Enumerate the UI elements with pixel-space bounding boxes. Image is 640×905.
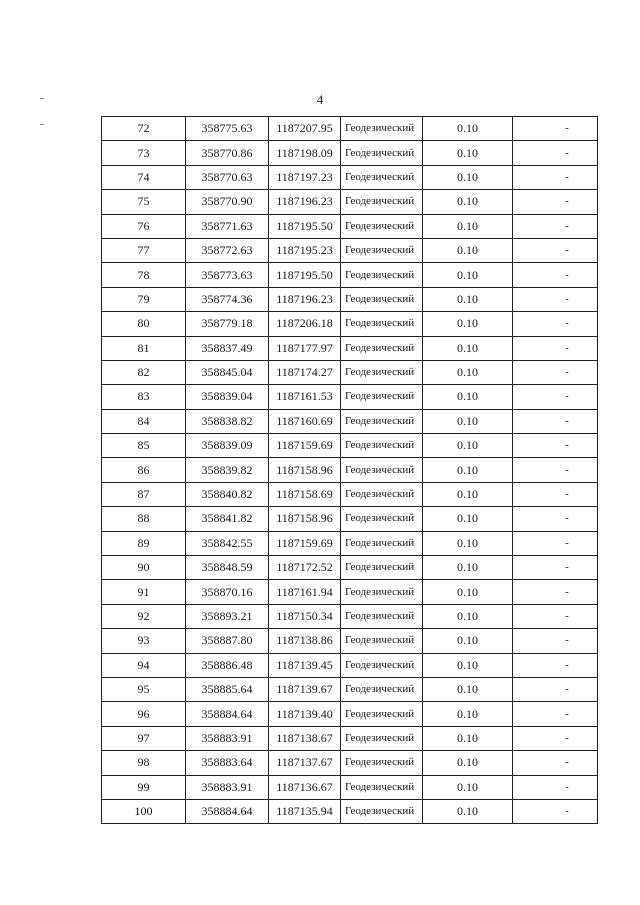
table-row [102,141,598,165]
table-row [102,799,598,823]
x-coordinate-cell: 358773.63 [186,263,269,287]
y-coordinate-cell: 1187207.95 [269,117,341,141]
method-cell: Геодезический [341,434,423,458]
y-coordinate-cell: 1187137.67 [269,751,341,775]
accuracy-cell: 0.10 [423,799,513,823]
method-cell: Геодезический [341,751,423,775]
y-coordinate-cell: 1187174.27 [269,360,341,384]
point-number-cell: 100 [102,799,186,823]
y-coordinate-cell: 1187177.97 [269,336,341,360]
note-cell: - [513,409,598,433]
table-row [102,775,598,799]
table-row [102,165,598,189]
note-cell: - [513,141,598,165]
table-row [102,263,598,287]
accuracy-cell: 0.10 [423,775,513,799]
point-number-cell: 83 [102,385,186,409]
method-cell: Геодезический [341,629,423,653]
table-row [102,580,598,604]
accuracy-cell: 0.10 [423,580,513,604]
x-coordinate-cell: 358839.09 [186,434,269,458]
point-number-cell: 97 [102,726,186,750]
x-coordinate-cell: 358884.64 [186,799,269,823]
x-coordinate-cell: 358840.82 [186,482,269,506]
accuracy-cell: 0.10 [423,556,513,580]
x-coordinate-cell: 358770.90 [186,190,269,214]
y-coordinate-cell: 1187159.69 [269,531,341,555]
point-number-cell: 98 [102,751,186,775]
method-cell: Геодезический [341,214,423,238]
method-cell: Геодезический [341,799,423,823]
table-row [102,409,598,433]
note-cell: - [513,677,598,701]
accuracy-cell: 0.10 [423,507,513,531]
method-cell: Геодезический [341,726,423,750]
y-coordinate-cell: 1187158.69 [269,482,341,506]
x-coordinate-cell: 358772.63 [186,238,269,262]
y-coordinate-cell: 1187161.53 [269,385,341,409]
y-coordinate-cell: 1187150.34 [269,604,341,628]
x-coordinate-cell: 358775.63 [186,117,269,141]
note-cell: - [513,360,598,384]
method-cell: Геодезический [341,336,423,360]
point-number-cell: 80 [102,312,186,336]
accuracy-cell: 0.10 [423,360,513,384]
x-coordinate-cell: 358838.82 [186,409,269,433]
method-cell: Геодезический [341,385,423,409]
note-cell: - [513,629,598,653]
note-cell: - [513,799,598,823]
note-cell: - [513,653,598,677]
table-row [102,190,598,214]
table-body [102,117,598,824]
accuracy-cell: 0.10 [423,287,513,311]
x-coordinate-cell: 358770.63 [186,165,269,189]
accuracy-cell: 0.10 [423,629,513,653]
point-number-cell: 99 [102,775,186,799]
accuracy-cell: 0.10 [423,385,513,409]
x-coordinate-cell: 358845.04 [186,360,269,384]
point-number-cell: 81 [102,336,186,360]
y-coordinate-cell: 1187159.69 [269,434,341,458]
point-number-cell: 93 [102,629,186,653]
x-coordinate-cell: 358771.63 [186,214,269,238]
method-cell: Геодезический [341,482,423,506]
accuracy-cell: 0.10 [423,141,513,165]
table-row [102,604,598,628]
y-coordinate-cell: 1187195.23 [269,238,341,262]
x-coordinate-cell: 358883.91 [186,775,269,799]
x-coordinate-cell: 358883.64 [186,751,269,775]
table-row [102,336,598,360]
x-coordinate-cell: 358893.21 [186,604,269,628]
table-row [102,360,598,384]
note-cell: - [513,117,598,141]
table-row [102,312,598,336]
table-row [102,214,598,238]
method-cell: Геодезический [341,312,423,336]
x-coordinate-cell: 358848.59 [186,556,269,580]
x-coordinate-cell: 358841.82 [186,507,269,531]
point-number-cell: 82 [102,360,186,384]
point-number-cell: 85 [102,434,186,458]
table-row [102,531,598,555]
table-row [102,629,598,653]
y-coordinate-cell: 1187139.40 [269,702,341,726]
accuracy-cell: 0.10 [423,726,513,750]
point-number-cell: 94 [102,653,186,677]
accuracy-cell: 0.10 [423,238,513,262]
method-cell: Геодезический [341,165,423,189]
x-coordinate-cell: 358839.82 [186,458,269,482]
y-coordinate-cell: 1187195.50 [269,214,341,238]
x-coordinate-cell: 358839.04 [186,385,269,409]
accuracy-cell: 0.10 [423,190,513,214]
accuracy-cell: 0.10 [423,263,513,287]
scan-mark [40,124,44,125]
method-cell: Геодезический [341,287,423,311]
y-coordinate-cell: 1187139.67 [269,677,341,701]
accuracy-cell: 0.10 [423,336,513,360]
accuracy-cell: 0.10 [423,482,513,506]
x-coordinate-cell: 358779.18 [186,312,269,336]
method-cell: Геодезический [341,117,423,141]
point-number-cell: 95 [102,677,186,701]
note-cell: - [513,214,598,238]
accuracy-cell: 0.10 [423,165,513,189]
note-cell: - [513,556,598,580]
y-coordinate-cell: 1187195.50 [269,263,341,287]
note-cell: - [513,238,598,262]
x-coordinate-cell: 358842.55 [186,531,269,555]
table-row [102,238,598,262]
method-cell: Геодезический [341,360,423,384]
method-cell: Геодезический [341,604,423,628]
page-number: 4 [316,92,324,107]
table-row [102,556,598,580]
y-coordinate-cell: 1187161.94 [269,580,341,604]
note-cell: - [513,434,598,458]
point-number-cell: 90 [102,556,186,580]
note-cell: - [513,287,598,311]
table-row [102,458,598,482]
note-cell: - [513,751,598,775]
method-cell: Геодезический [341,775,423,799]
x-coordinate-cell: 358870.16 [186,580,269,604]
point-number-cell: 91 [102,580,186,604]
note-cell: - [513,775,598,799]
method-cell: Геодезический [341,458,423,482]
method-cell: Геодезический [341,556,423,580]
x-coordinate-cell: 358774.36 [186,287,269,311]
y-coordinate-cell: 1187198.09 [269,141,341,165]
x-coordinate-cell: 358886.48 [186,653,269,677]
y-coordinate-cell: 1187196.23 [269,190,341,214]
method-cell: Геодезический [341,238,423,262]
accuracy-cell: 0.10 [423,117,513,141]
method-cell: Геодезический [341,507,423,531]
method-cell: Геодезический [341,409,423,433]
accuracy-cell: 0.10 [423,409,513,433]
method-cell: Геодезический [341,580,423,604]
accuracy-cell: 0.10 [423,458,513,482]
method-cell: Геодезический [341,263,423,287]
y-coordinate-cell: 1187160.69 [269,409,341,433]
accuracy-cell: 0.10 [423,653,513,677]
y-coordinate-cell: 1187158.96 [269,458,341,482]
point-number-cell: 89 [102,531,186,555]
note-cell: - [513,507,598,531]
y-coordinate-cell: 1187158.96 [269,507,341,531]
point-number-cell: 84 [102,409,186,433]
method-cell: Геодезический [341,190,423,214]
accuracy-cell: 0.10 [423,677,513,701]
method-cell: Геодезический [341,653,423,677]
y-coordinate-cell: 1187196.23 [269,287,341,311]
table-row [102,117,598,141]
y-coordinate-cell: 1187135.94 [269,799,341,823]
accuracy-cell: 0.10 [423,702,513,726]
point-number-cell: 87 [102,482,186,506]
note-cell: - [513,482,598,506]
note-cell: - [513,336,598,360]
method-cell: Геодезический [341,677,423,701]
table-row [102,482,598,506]
accuracy-cell: 0.10 [423,751,513,775]
x-coordinate-cell: 358885.64 [186,677,269,701]
coordinates-table [101,116,598,824]
note-cell: - [513,312,598,336]
y-coordinate-cell: 1187197.23 [269,165,341,189]
point-number-cell: 76 [102,214,186,238]
accuracy-cell: 0.10 [423,531,513,555]
table-row [102,677,598,701]
note-cell: - [513,190,598,214]
note-cell: - [513,702,598,726]
point-number-cell: 78 [102,263,186,287]
note-cell: - [513,263,598,287]
table-row [102,287,598,311]
accuracy-cell: 0.10 [423,434,513,458]
point-number-cell: 92 [102,604,186,628]
point-number-cell: 96 [102,702,186,726]
point-number-cell: 77 [102,238,186,262]
table-row [102,434,598,458]
y-coordinate-cell: 1187172.52 [269,556,341,580]
x-coordinate-cell: 358770.86 [186,141,269,165]
y-coordinate-cell: 1187138.67 [269,726,341,750]
method-cell: Геодезический [341,141,423,165]
table-row [102,653,598,677]
method-cell: Геодезический [341,702,423,726]
point-number-cell: 75 [102,190,186,214]
x-coordinate-cell: 358883.91 [186,726,269,750]
table-row [102,702,598,726]
note-cell: - [513,604,598,628]
accuracy-cell: 0.10 [423,214,513,238]
note-cell: - [513,726,598,750]
table-row [102,751,598,775]
note-cell: - [513,165,598,189]
note-cell: - [513,385,598,409]
x-coordinate-cell: 358887.80 [186,629,269,653]
accuracy-cell: 0.10 [423,604,513,628]
point-number-cell: 86 [102,458,186,482]
note-cell: - [513,531,598,555]
note-cell: - [513,458,598,482]
y-coordinate-cell: 1187139.45 [269,653,341,677]
point-number-cell: 73 [102,141,186,165]
table-row [102,385,598,409]
y-coordinate-cell: 1187206.18 [269,312,341,336]
x-coordinate-cell: 358837.49 [186,336,269,360]
accuracy-cell: 0.10 [423,312,513,336]
point-number-cell: 88 [102,507,186,531]
note-cell: - [513,580,598,604]
table-row [102,507,598,531]
point-number-cell: 74 [102,165,186,189]
y-coordinate-cell: 1187138.86 [269,629,341,653]
method-cell: Геодезический [341,531,423,555]
y-coordinate-cell: 1187136.67 [269,775,341,799]
point-number-cell: 72 [102,117,186,141]
table-row [102,726,598,750]
point-number-cell: 79 [102,287,186,311]
x-coordinate-cell: 358884.64 [186,702,269,726]
